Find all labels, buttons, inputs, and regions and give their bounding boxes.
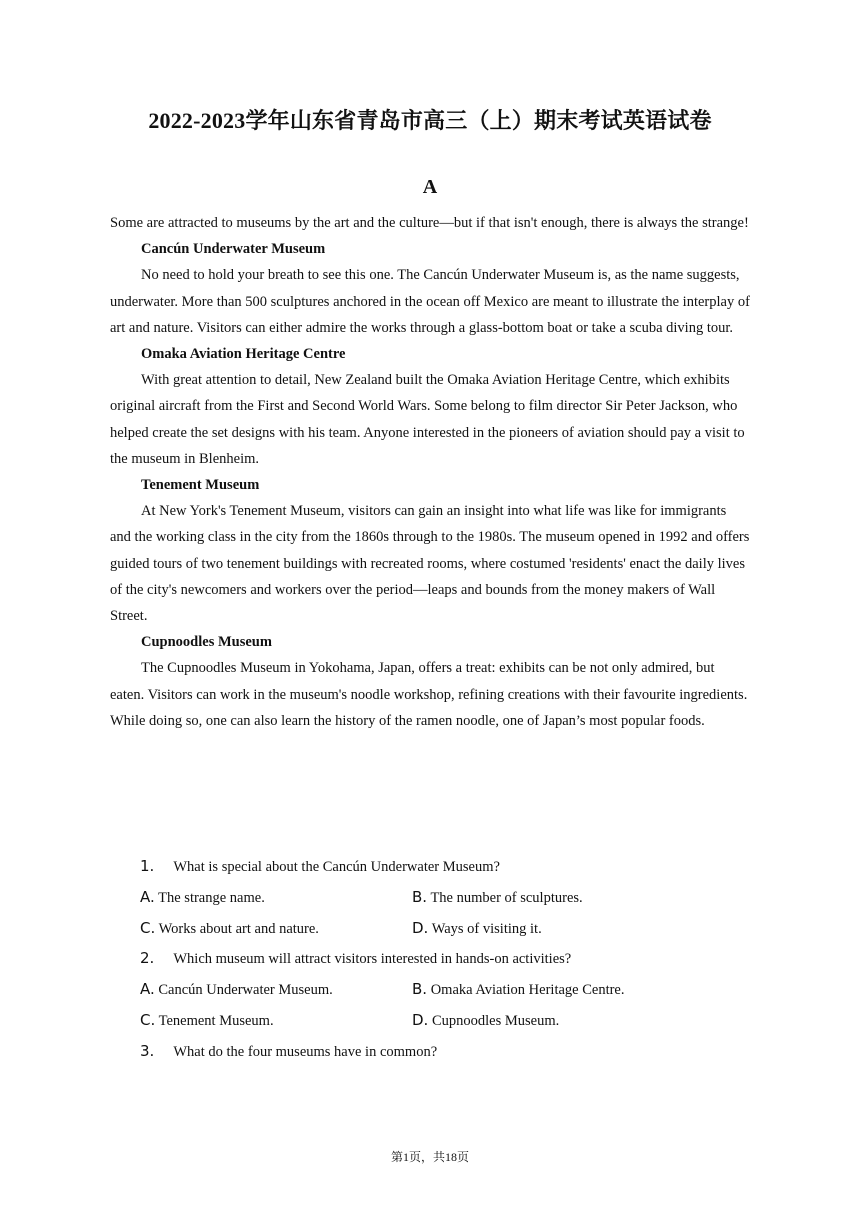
option-text: Works about art and nature. (158, 920, 319, 937)
option-letter: A. (140, 980, 155, 999)
question (140, 852, 760, 883)
option-letter: C. (140, 1010, 156, 1029)
question-number: 2. (140, 949, 155, 968)
museum-paragraph: No need to hold your breath to see this one. The Cancún Underwater Museum is, as the name suggests, underwater. More than 500 sculptures anchored in the ocean off Mexico are meant to illustrate the interplay of art and nature. Visitors can either admire the works through a glass-bottom boat or take a scuba diving tour. (110, 267, 750, 336)
question-number: 1. (140, 857, 155, 875)
option-text: The number of sculptures. (430, 889, 583, 906)
museum-paragraph: The Cupnoodles Museum in Yokohama, Japan, offers a treat: exhibits can be not only admired, but eaten. Visitors can work in the museum's noodle workshop, refining creations with their favourite ingredients. While doing so, one can also learn the history of the ramen noodle, one of Japan’s most popular foods. (110, 660, 748, 729)
option-row (140, 1006, 760, 1037)
section-label: A (422, 176, 438, 198)
option (412, 975, 684, 1006)
option (140, 975, 412, 1006)
question (140, 1037, 760, 1068)
option-row (140, 914, 760, 945)
question (140, 944, 760, 975)
museum-paragraph: With great attention to detail, New Zealand built the Omaka Aviation Heritage Centre, which exhibits original aircraft from the First and Second World Wars. Some belong to film director Sir Peter Jackson, who helped create the set designs with his team. Anyone interested in the pioneers of aviation should pay a visit to the museum in Blenheim. (110, 372, 745, 467)
option-text: Omaka Aviation Heritage Centre. (430, 982, 625, 999)
option-text: The strange name. (158, 889, 265, 906)
option (140, 883, 412, 914)
question-text: What is special about the Cancún Underwater Museum? (173, 859, 500, 875)
option-letter: A. (140, 887, 155, 906)
question-list (140, 852, 760, 1068)
option-letter: D. (412, 1010, 429, 1029)
option (140, 1006, 412, 1037)
option-letter: D. (412, 918, 429, 937)
museum-paragraph: At New York's Tenement Museum, visitors can gain an insight into what life was like for immigrants and the working class in the city from the 1860s through to the 1980s. The museum opened in 1992 and offers guided tours of two tenement buildings with recreated rooms, where costumed 'residents' enact the daily lives of the city's newcomers and workers over the period—leaps and bounds from the money makers of Wall Street. (110, 503, 750, 625)
option-text: Cancún Underwater Museum. (158, 982, 333, 999)
museum-heading: Omaka Aviation Heritage Centre (141, 346, 346, 363)
option (412, 883, 684, 914)
option-row (140, 883, 760, 914)
question-text: What do the four museums have in common? (173, 1043, 438, 1060)
option-letter: B. (412, 980, 428, 999)
option-row (140, 975, 760, 1006)
option (412, 914, 684, 945)
question-text: Which museum will attract visitors interested in hands-on activities? (173, 951, 572, 968)
museum-heading: Cancún Underwater Museum (141, 241, 326, 258)
page-footer: 第1页，共18页 (390, 1150, 469, 1164)
option-text: Ways of visiting it. (431, 920, 542, 937)
page-title: 2022-2023学年山东省青岛市高三（上）期末考试英语试卷 (148, 108, 712, 133)
option (140, 914, 412, 945)
museum-heading: Cupnoodles Museum (141, 634, 272, 651)
question-number: 3. (140, 1041, 155, 1060)
intro-paragraph: Some are attracted to museums by the art and the culture—but if that isn't enough, there is always the strange! (110, 215, 749, 231)
option-text: Tenement Museum. (158, 1012, 274, 1029)
passage (110, 210, 750, 734)
option (412, 1006, 684, 1037)
museum-heading: Tenement Museum (141, 477, 260, 494)
option-letter: B. (412, 887, 428, 906)
option-text: Cupnoodles Museum. (431, 1012, 560, 1029)
option-letter: C. (140, 918, 156, 937)
